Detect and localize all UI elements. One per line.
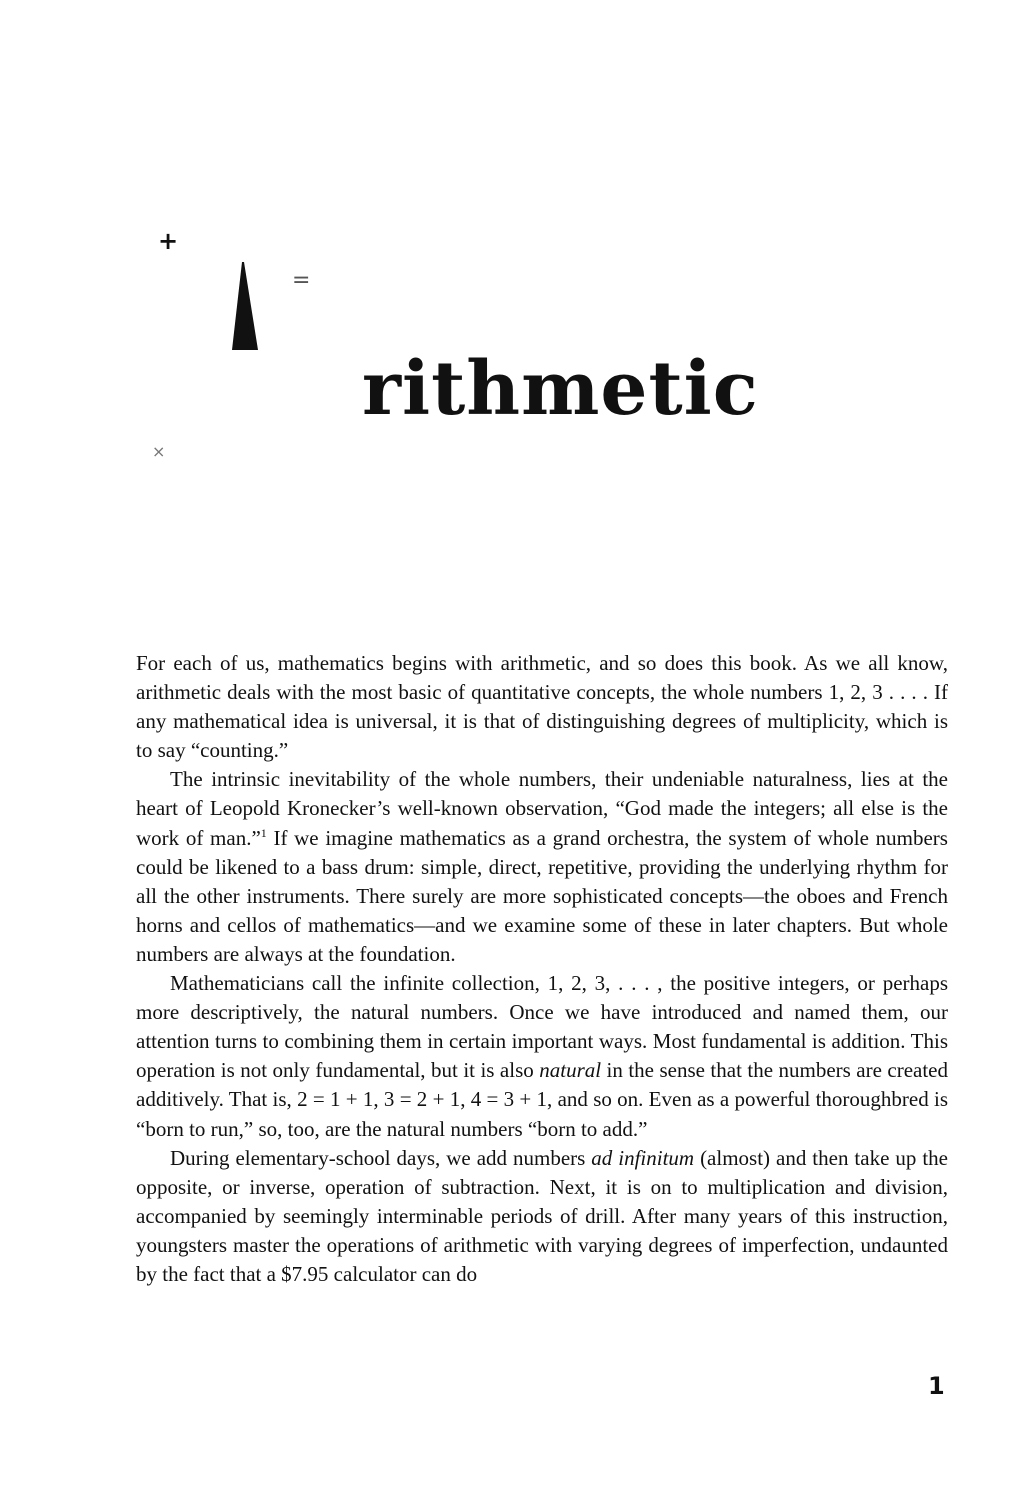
paragraph-4-text-b: (almost) and then take up the opposite, or inverse, operation of subtraction. Next, it is on to multiplication and division, accompanied by seemingly interminable periods of drill. After many years of this instruction, youngsters master the operations of arithmetic with varying degrees of imperfection, undaunted by the fact that a $7.95 calculator can do <box>136 1145 948 1286</box>
times-sign-glyph: × <box>152 442 166 461</box>
paragraph-2 <box>136 765 948 969</box>
paragraph-2-text-a: The intrinsic inevitability of the whole numbers, their undeniable naturalness, lies at the heart of Leopold Kronecker’s well-known observation, “God made the integers; all else is the work of man.” <box>136 767 948 850</box>
paragraph-2-text-b: If we imagine mathematics as a grand orchestra, the system of whole numbers could be likened to a bass drum: simple, direct, repetitive, providing the underlying rhythm for all the other instruments. There surely are more sophisticated concepts—the oboes and French horns and cellos of mathematics—and we examine some of these in later chapters. But whole numbers are always at the foundation. <box>136 825 948 966</box>
chapter-title: rithmetic <box>362 346 759 432</box>
equals-sign-glyph: = <box>292 268 311 293</box>
chapter-initial-a-icon <box>230 262 262 352</box>
paragraph-4-emphasis: ad infinitum <box>591 1145 695 1170</box>
footnote-marker: 1 <box>260 825 267 840</box>
page-number: 1 <box>928 1372 945 1400</box>
paragraph-4 <box>136 1144 948 1289</box>
paragraph-3 <box>136 969 948 1144</box>
body-text <box>136 649 948 1289</box>
paragraph-1 <box>136 649 948 765</box>
paragraph-3-emphasis: natural <box>539 1058 602 1083</box>
paragraph-1-text: For each of us, mathematics begins with arithmetic, and so does this book. As we all know, arithmetic deals with the most basic of quantitative concepts, the whole numbers 1, 2, 3 . . . . If any mathematical idea is universal, it is that of distinguishing degrees of multiplicity, which is to say “counting.” <box>136 651 948 763</box>
paragraph-4-text-a: During elementary-school days, we add numbers <box>170 1145 592 1170</box>
paragraph-3-text-b: in the sense that the numbers are created additively. That is, 2 = 1 + 1, 3 = 2 + 1, 4 = 3 + 1, and so on. Even as a powerful thoroughbred is “born to run,” so, too, are the natural numbers “born to add.” <box>136 1058 949 1141</box>
plus-sign-glyph: + <box>158 227 179 255</box>
paragraph-3-text-a: Mathematicians call the infinite collection, 1, 2, 3, . . . , the positive integers, or perhaps more descriptively, the natural numbers. Once we have introduced and named them, our attention turns to combining them in certain important ways. Most fundamental is addition. This operation is not only fundamental, but it is also <box>136 971 948 1083</box>
